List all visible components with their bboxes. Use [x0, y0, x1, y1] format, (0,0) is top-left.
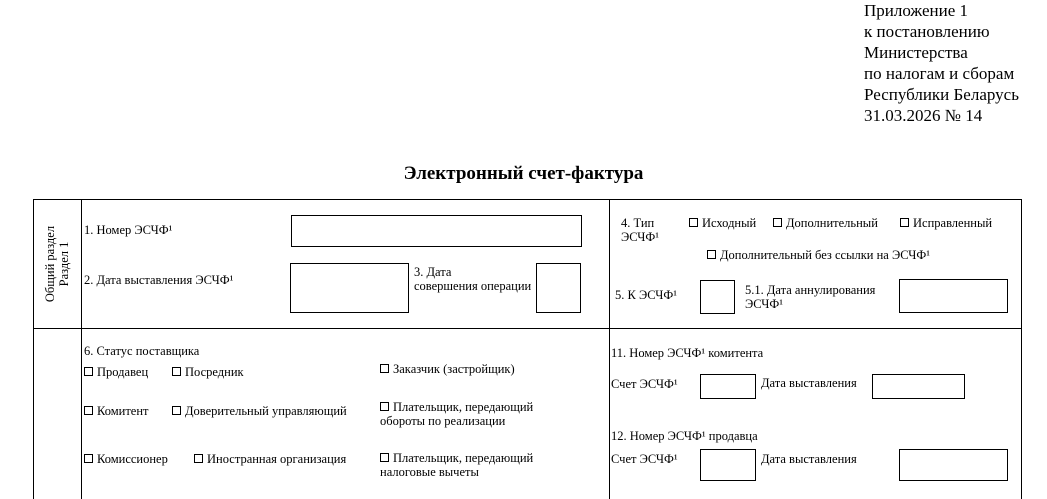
- status-intermediary-option[interactable]: [172, 365, 244, 379]
- field-4-label-line2: ЭСЧФ¹: [621, 230, 660, 244]
- checkbox-icon[interactable]: [380, 402, 389, 411]
- checkbox-icon[interactable]: [84, 406, 93, 415]
- appendix-line: по налогам и сборам: [864, 64, 1015, 83]
- checkbox-icon[interactable]: [773, 218, 782, 227]
- checkbox-icon[interactable]: [380, 364, 389, 373]
- status-payer-turnover-label-line1: Плательщик, передающий: [393, 400, 534, 414]
- principal-invoice-label: Счет ЭСЧФ¹: [611, 377, 678, 391]
- status-customer-label: Заказчик (застройщик): [393, 362, 515, 376]
- type-additional-no-ref-label: Дополнительный без ссылки на ЭСЧФ¹: [720, 248, 930, 262]
- appendix-note: [864, 0, 1019, 126]
- field-3-label-line2: совершения операции: [414, 279, 532, 293]
- field-12-label: 12. Номер ЭСЧФ¹ продавца: [611, 429, 758, 443]
- middle-column-divider: [609, 199, 610, 499]
- table-border-right: [1021, 199, 1022, 499]
- status-trust-manager-option[interactable]: [172, 404, 347, 418]
- status-commissioner-option[interactable]: [84, 452, 168, 466]
- checkbox-icon[interactable]: [900, 218, 909, 227]
- invoice-form: [33, 199, 1022, 499]
- field-2-label: 2. Дата выставления ЭСЧФ¹: [84, 273, 234, 287]
- status-foreign-org-label: Иностранная организация: [207, 452, 347, 466]
- appendix-line: к постановлению: [864, 22, 990, 41]
- seller-invoice-input[interactable]: [700, 449, 756, 481]
- table-border-left: [33, 199, 34, 499]
- table-border-top: [33, 199, 1022, 200]
- checkbox-icon[interactable]: [84, 454, 93, 463]
- operation-date-input[interactable]: [536, 263, 581, 313]
- field-3-label-line1: 3. Дата: [414, 265, 452, 279]
- status-commissioner-label: Комиссионер: [97, 452, 168, 466]
- status-intermediary-label: Посредник: [185, 365, 244, 379]
- status-payer-tax-option[interactable]: [380, 451, 533, 479]
- principal-issue-date-input[interactable]: [872, 374, 965, 399]
- status-foreign-org-option[interactable]: [194, 452, 346, 466]
- field-6-label: 6. Статус поставщика: [84, 344, 200, 358]
- field-4-label-line1: 4. Тип: [621, 216, 655, 230]
- side-column-divider: [81, 199, 82, 499]
- seller-issue-date-input[interactable]: [899, 449, 1008, 481]
- row-divider: [33, 328, 1022, 329]
- status-trust-manager-label: Доверительный управляющий: [185, 404, 347, 418]
- seller-invoice-label: Счет ЭСЧФ¹: [611, 452, 678, 466]
- status-principal-option[interactable]: [84, 404, 149, 418]
- appendix-line: Приложение 1: [864, 1, 968, 20]
- document-title: Электронный счет-фактура: [403, 163, 644, 184]
- field-4-label: [621, 216, 659, 244]
- cancellation-date-input[interactable]: [899, 279, 1008, 313]
- section-number-label: Раздел 1: [57, 241, 71, 287]
- status-seller-option[interactable]: [84, 365, 148, 379]
- related-invoice-input[interactable]: [700, 280, 735, 314]
- principal-issue-date-label: Дата выставления: [761, 376, 857, 390]
- field-5-1-label-line1: 5.1. Дата аннулирования: [745, 283, 876, 297]
- type-additional-no-ref-option[interactable]: [707, 248, 930, 262]
- issue-date-input[interactable]: [290, 263, 409, 313]
- seller-issue-date-label: Дата выставления: [761, 452, 857, 466]
- principal-invoice-input[interactable]: [700, 374, 756, 399]
- status-seller-label: Продавец: [97, 365, 149, 379]
- field-1-label: 1. Номер ЭСЧФ¹: [84, 223, 173, 237]
- status-payer-tax-label-line1: Плательщик, передающий: [393, 451, 534, 465]
- appendix-line: Республики Беларусь: [864, 85, 1019, 104]
- type-additional-label: Дополнительный: [786, 216, 878, 230]
- checkbox-icon[interactable]: [380, 453, 389, 462]
- section-general-label: Общий раздел: [43, 225, 57, 303]
- type-additional-option[interactable]: [773, 216, 878, 230]
- checkbox-icon[interactable]: [172, 406, 181, 415]
- type-original-option[interactable]: [689, 216, 756, 230]
- field-3-label: [414, 265, 531, 293]
- invoice-number-input[interactable]: [291, 215, 582, 247]
- checkbox-icon[interactable]: [707, 250, 716, 259]
- type-corrected-label: Исправленный: [913, 216, 993, 230]
- checkbox-icon[interactable]: [194, 454, 203, 463]
- type-corrected-option[interactable]: [900, 216, 992, 230]
- checkbox-icon[interactable]: [172, 367, 181, 376]
- field-5-label: 5. К ЭСЧФ¹: [615, 288, 677, 302]
- checkbox-icon[interactable]: [84, 367, 93, 376]
- status-principal-label: Комитент: [97, 404, 149, 418]
- type-original-label: Исходный: [702, 216, 757, 230]
- section-side-label: [43, 214, 71, 314]
- status-payer-turnover-label-line2: обороты по реализации: [380, 414, 506, 428]
- appendix-line: Министерства: [864, 43, 968, 62]
- status-payer-turnover-option[interactable]: [380, 400, 533, 428]
- appendix-line: 31.03.2026 № 14: [864, 106, 983, 125]
- field-5-1-label-line2: ЭСЧФ¹: [745, 297, 784, 311]
- status-customer-option[interactable]: [380, 362, 515, 376]
- field-5-1-label: [745, 283, 875, 311]
- checkbox-icon[interactable]: [689, 218, 698, 227]
- field-11-label: 11. Номер ЭСЧФ¹ комитента: [611, 346, 764, 360]
- status-payer-tax-label-line2: налоговые вычеты: [380, 465, 479, 479]
